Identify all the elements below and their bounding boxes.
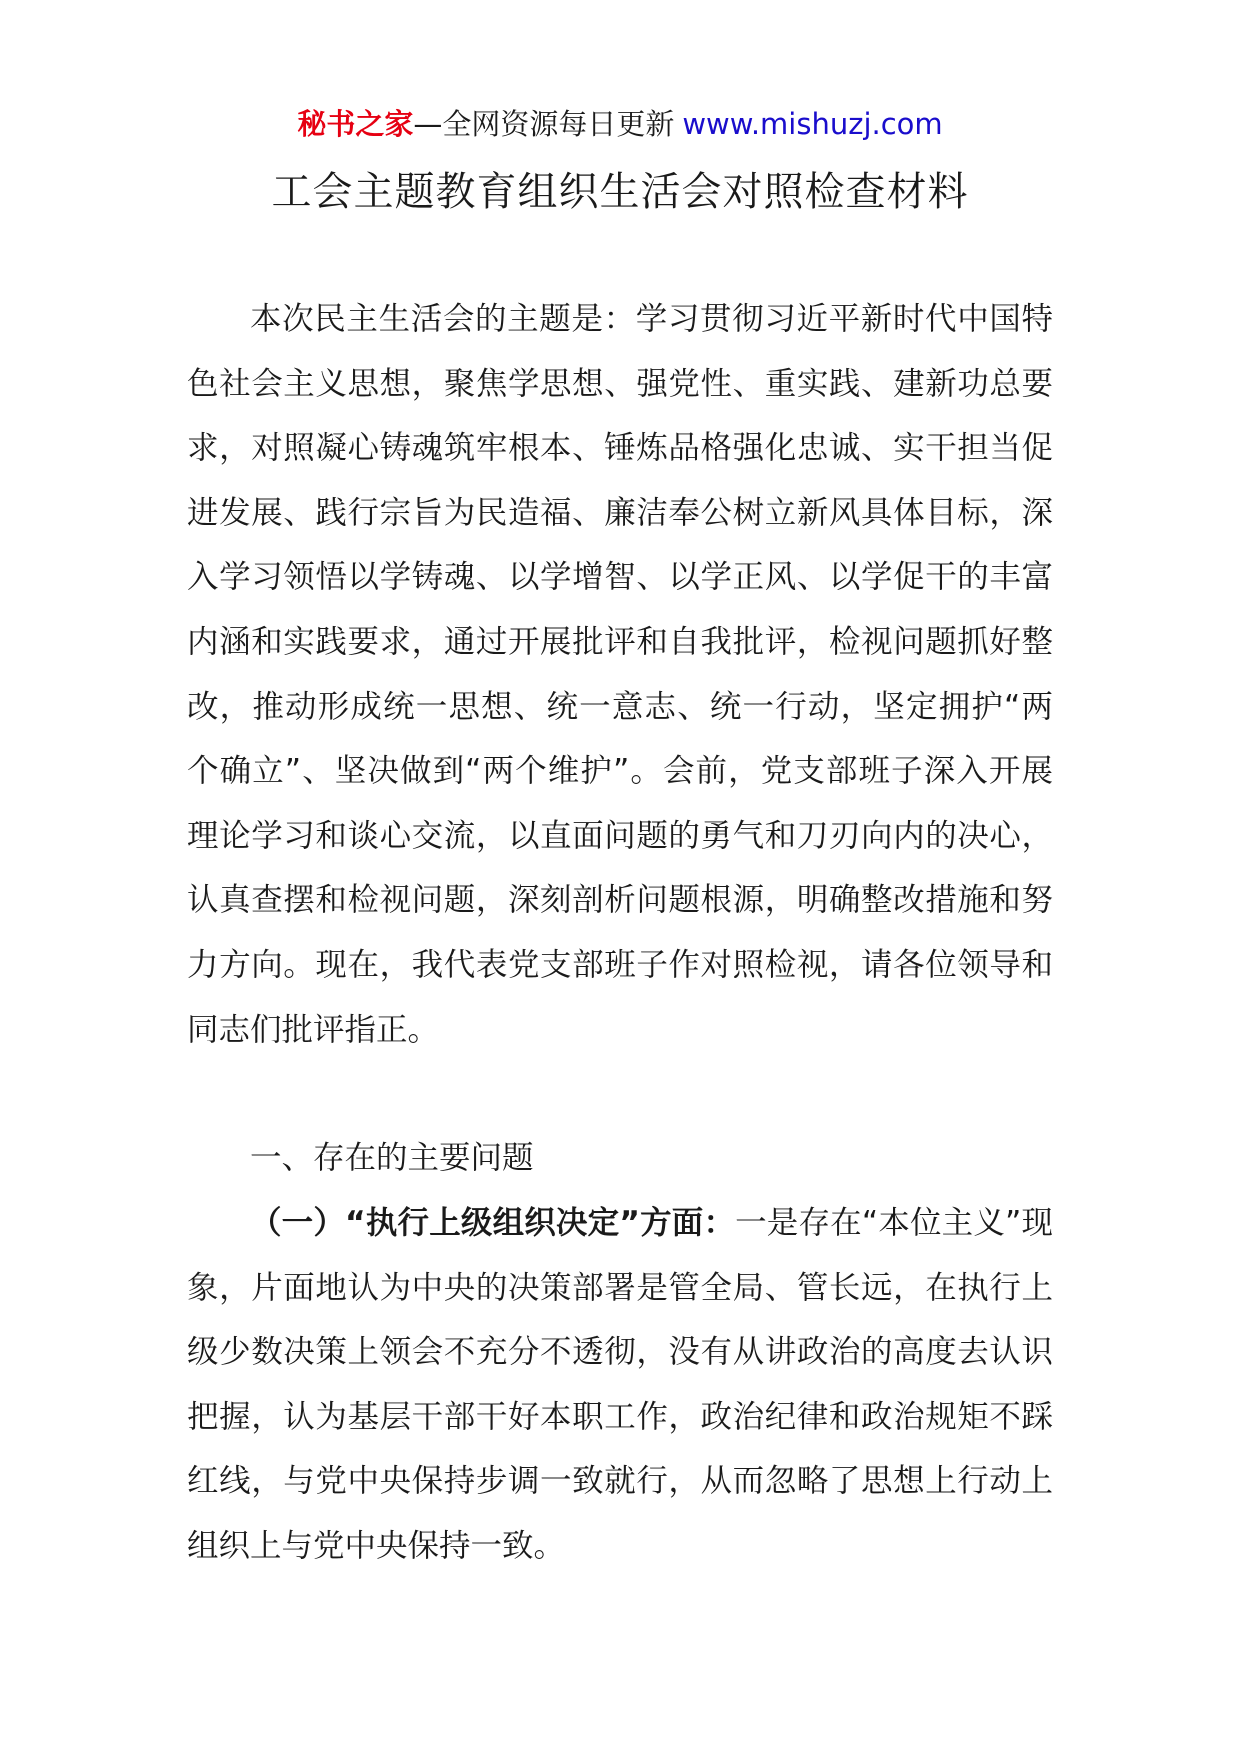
site-url-link[interactable]: www.mishuzj.com xyxy=(682,107,943,141)
brand-name: 秘书之家 xyxy=(297,107,414,141)
section-heading: 一、存在的主要问题 xyxy=(250,1140,534,1176)
intro-paragraph: 本次民主生活会的主题是：学习贯彻习近平新时代中国特色社会主义思想，聚焦学思想、强党性、重实践、建新功总要求，对照凝心铸魂筑牢根本、锤炼品格强化忠诚、实干担当促进发展、践行宗旨为民造福、廉洁奉公树立新风具体目标，深入学习领悟以学铸魂、以学增智、以学正风、以学促干的丰富内涵和实践要求，通过开展批评和自我批评，检视问题抓好整改，推动形成统一思想、统一意志、统一行动，坚定拥护“两个确立”、坚决做到“两个维护”。会前，党支部班子深入开展理论学习和谈心交流，以直面问题的勇气和刀刃向内的决心，认真查摆和检视问题，深刻剖析问题根源，明确整改措施和努力方向。现在，我代表党支部班子作对照检视，请各位领导和同志们批评指正。 xyxy=(187,301,1053,1048)
header-tagline: —全网资源每日更新 xyxy=(413,107,675,141)
subsection-1 xyxy=(187,1191,1053,1579)
intro-section xyxy=(187,287,1053,1062)
subsection-1-paragraph xyxy=(187,1191,1053,1579)
subsection-1-text: 一是存在“本位主义”现象，片面地认为中央的决策部署是管全局、管长远，在执行上级少数决策上领会不充分不透彻，没有从讲政治的高度去认识把握，认为基层干部干好本职工作，政治纪律和政治规矩不踩红线，与党中央保持步调一致就行，从而忽略了思想上行动上组织上与党中央保持一致。 xyxy=(187,1205,1053,1564)
document-title: 工会主题教育组织生活会对照检查材料 xyxy=(271,169,969,215)
section-heading-block xyxy=(187,1126,1053,1191)
site-header xyxy=(0,104,1240,144)
subsection-1-label: （一）“执行上级组织决定”方面： xyxy=(250,1205,736,1241)
